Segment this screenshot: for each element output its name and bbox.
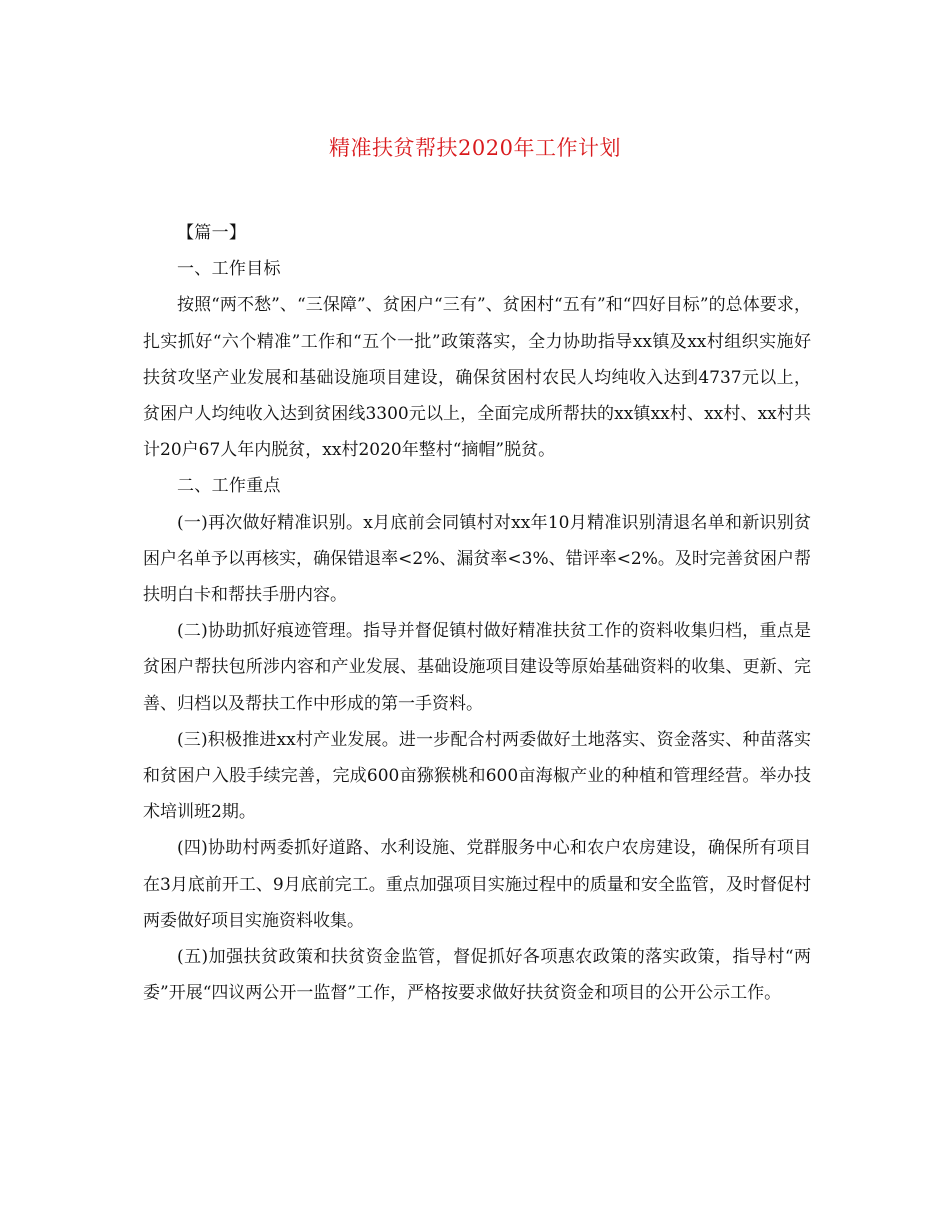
focus-item-4: (四)协助村两委抓好道路、水利设施、党群服务中心和农户农房建设，确保所有项目在3月底前开工、9月底前完工。重点加强项目实施过程中的质量和安全监管，及时督促村两委做好项目实施资料收集。: [143, 838, 811, 931]
paragraph-work-goals: 按照“两不愁”、“三保障”、贫困户“三有”、贫困村“五有”和“四好目标”的总体要求，扎实抓好“六个精准”工作和“五个一批”政策落实，全力协助指导xx镇及xx村组织实施好扶贫攻坚产业发展和基础设施项目建设，确保贫困村农民人均纯收入达到4737元以上，贫困户人均纯收入达到贫困线3300元以上，全面完成所帮扶的xx镇xx村、xx村、xx村共计20户67人年内脱贫，xx村2020年整村“摘帽”脱贫。: [143, 295, 811, 461]
document-body: [143, 215, 811, 1011]
section-label: 【篇一】: [177, 223, 247, 243]
document-title: 精准扶贫帮扶2020年工作计划: [329, 136, 621, 160]
focus-item-1: (一)再次做好精准识别。x月底前会同镇村对xx年10月精准识别清退名单和新识别贫困户名单予以再核实，确保错退率<2%、漏贫率<3%、错评率<2%。及时完善贫困户帮扶明白卡和帮扶手册内容。: [143, 512, 811, 606]
focus-item-3: (三)积极推进xx村产业发展。进一步配合村两委做好土地落实、资金落实、种苗落实和贫困户入股手续完善，完成600亩猕猴桃和600亩海椒产业的种植和管理经营。举办技术培训班2期。: [143, 729, 811, 823]
focus-item-2: (二)协助抓好痕迹管理。指导并督促镇村做好精准扶贫工作的资料收集归档，重点是贫困户帮扶包所涉内容和产业发展、基础设施项目建设等原始基础资料的收集、更新、完善、归档以及帮扶工作中形成的第一手资料。: [143, 621, 811, 714]
focus-item-5: (五)加强扶贫政策和扶贫资金监管，督促抓好各项惠农政策的落实政策，指导村“两委”开展“四议两公开一监督”工作，严格按要求做好扶贫资金和项目的公开公示工作。: [143, 947, 811, 1004]
heading-work-focus: 二、工作重点: [177, 476, 281, 497]
heading-work-goals: 一、工作目标: [177, 259, 281, 280]
